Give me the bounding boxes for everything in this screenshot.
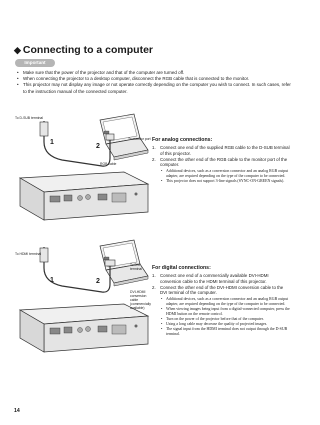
label-to-dsub-terminal: To D-SUB terminal [15,116,44,120]
diamond-bullet-icon: ◆ [14,45,21,55]
analog-connection-figure [14,112,154,222]
note-item: • Additional devices, such as a conversion connector and an analog RGB output adapter, are required depending on the type of the computer to be connected. [160,169,290,179]
dvi-hdmi-cable-line [44,247,110,292]
projector-illustration [20,304,148,352]
step-item: 1. Connect one end of a commercially available DVI-HDMI conversion cable to the HDMI terminal of this projector. [152,273,269,284]
important-item: • This projector may not display any image or not operate correctly depending on the computer you wish to connect. In such cases, refer to the instruction manual of the connected computer. [16,82,291,94]
note-item: • When viewing images being input from a digital-connected computer, press the HDMI button on the remote control. [160,307,290,317]
note-item: • Using a long cable may decrease the quality of projected images. [160,322,290,327]
step-item: 2. Connect the other end of the RGB cable to the monitor port of the computer. • Additional devices, such as a conversion connector and an analog RGB output adapter, are required depending on the type of the computer to be connected. • This projector does not support 3-line signals (SYNC-ON-GREEN signals). [152,157,290,184]
analog-heading: For analog connections: [152,137,213,143]
hdmi-plug-icon [40,248,48,262]
label-to-dvi-terminal: To DVI terminal [130,263,143,271]
label-rgb-cable: RGB cable [100,162,117,166]
important-item: • Make sure that the power of the projector and that of the computer are turned off. [16,70,291,76]
digital-notes [160,297,290,337]
label-to-hdmi-terminal: To HDMI terminal [15,252,42,256]
dsub-plug-icon [106,134,114,140]
note-item: • Turn on the power of the projector before that of the computer. [160,317,290,322]
projector-illustration [20,172,148,220]
analog-steps [152,145,290,184]
important-list [16,70,291,95]
note-item: • The signal input from the HDMI terminal does not output through the D-SUB terminal. [160,327,290,337]
important-item: • When connecting the projector to a desktop computer, disconnect the RGB cable that is connected to the monitor. [16,76,291,82]
digital-heading: For digital connections: [152,265,211,271]
callout-step-2: 2 [96,143,100,150]
note-item: • This projector does not support 3-line signals (SYNC-ON-GREEN signals). [160,179,290,184]
page-number: 14 [14,408,20,414]
callout-step-2: 2 [96,278,100,285]
label-dvi-hdmi-cable: DVI-HDMI conversion cable (commercially available) [130,290,151,310]
analog-notes [160,169,290,184]
dsub-plug-icon [40,122,48,136]
step-item: 2. Connect the other end of the DVI-HDMI conversion cable to the DVI terminal of the computer. • Additional devices, such as a conversion connector and an analog RGB output adapter, are required depending on the type of the computer to be connected. • When viewing images being input from a digital-connected computer, press the HDMI button on the remote control. • Turn on the power of the projector before that of the computer. • Using a long cable may decrease the quality of projected images. • The signal input from the HDMI terminal does not output through the D-SUB terminal. [152,285,290,337]
label-to-monitor-port: To monitor port [128,137,151,141]
note-item: • Additional devices, such as a conversion connector and an analog RGB output adapter, are required depending on the type of the computer to be connected. [160,297,290,307]
dvi-plug-icon [105,260,115,266]
callout-step-1: 1 [50,139,54,146]
digital-steps [152,273,290,337]
page-title: ◆ Connecting to a computer [14,44,154,56]
callout-step-1: 1 [50,277,54,284]
step-item: 1. Connect one end of the supplied RGB cable to the D-SUB terminal of this projector. [152,145,290,156]
important-badge: Important [15,59,55,67]
